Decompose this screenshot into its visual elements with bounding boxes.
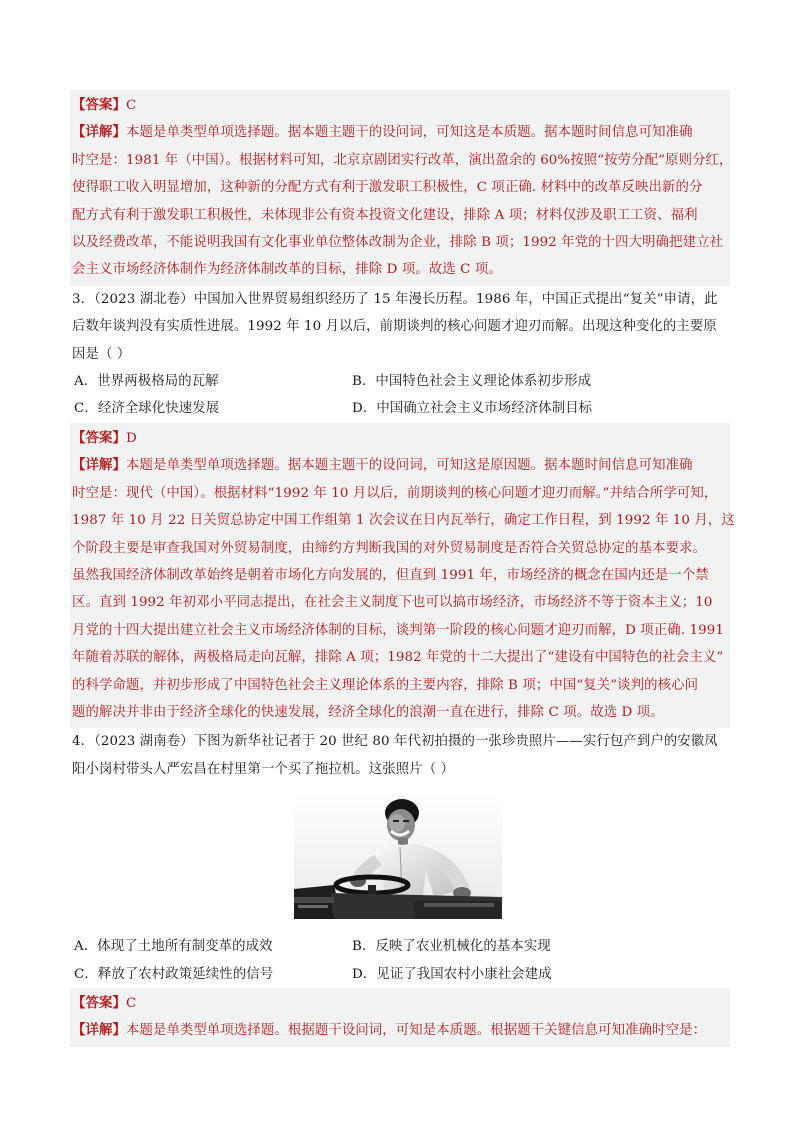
answer-line: [72, 425, 724, 452]
option-d: D．见证了我国农村小康社会建成: [352, 966, 552, 982]
option-c: C．释放了农村政策延续性的信号: [74, 966, 274, 982]
detail-line: [72, 452, 724, 479]
answer-value: C: [125, 995, 137, 1011]
answer-label: 【答案】: [72, 994, 126, 1011]
option-b: B．中国特色社会主义理论体系初步形成: [352, 374, 592, 390]
page: [70, 90, 735, 1047]
answer-block-3: [70, 423, 735, 728]
detail-text: 配方式有利于激发职工积极性，未体现非公有资本投资文化建设，排除 A 项；材料仅涉及职工工资、福利: [72, 207, 698, 223]
detail-text: 本题是单类型单项选择题。根据题干设问词，可知是本质题。根据题干关键信息可知准确时空是：: [125, 1023, 707, 1039]
detail-label: 【详解】: [72, 1022, 126, 1039]
photo-container: [72, 783, 730, 933]
question-text: 后数年谈判没有实质性进展。1992 年 10 月以后，前期谈判的核心问题才迎刃而解。出现这种变化的主要原: [72, 319, 717, 335]
detail-text: 时空是：1981 年（中国）。根据材料可知，北京京剧团实行改革，演出盈余的 60%按照“按劳分配”原则分红，: [72, 152, 733, 168]
detail-text: 个阶段主要是审查我国对外贸易制度，由缔约方判断我国的对外贸易制度是否符合关贸总协定的基本要求。: [72, 540, 707, 556]
option-a: A．世界两极格局的瓦解: [74, 374, 219, 390]
question-text: 3．（2023 湖北卷）中国加入世界贸易组织经历了 15 年漫长历程。1986 年，中国正式提出“复关”申请，此: [72, 291, 718, 307]
answer-label: 【答案】: [72, 97, 126, 113]
answer-label: 【答案】: [72, 429, 126, 446]
detail-text: 本题是单类型单项选择题。据本题主题干的设问词，可知这是原因题。据本题时间信息可知准确: [125, 458, 693, 474]
detail-text: 本题是单类型单项选择题。据本题主题干的设问词，可知这是本质题。据本题时间信息可知准确: [125, 125, 693, 141]
question-text: 4．（2023 湖南卷）下图为新华社记者于 20 世纪 80 年代初拍摄的一张珍贵照片——实行包产到户的安徽凤: [72, 734, 718, 750]
option-row: [72, 933, 730, 960]
detail-text: 时空是：现代（中国）。根据材料“1992 年 10 月以后，前期谈判的核心问题才迎刃而解。”并结合所学可知，: [72, 485, 718, 501]
option-row: [72, 368, 730, 395]
question-3: [70, 286, 730, 423]
detail-text: 的科学命题，并初步形成了中国特色社会主义理论体系的主要内容，排除 B 项；中国“复关”谈判的核心问: [72, 677, 699, 693]
detail-text: 使得职工收入明显增加，这种新的分配方式有利于激发职工积极性，C 项正确. 材料中的改革反映出新的分: [72, 180, 703, 196]
detail-label: 【详解】: [72, 457, 126, 474]
detail-text: 虽然我国经济体制改革始终是朝着市场化方向发展的，但直到 1991 年，市场经济的概念在国内还是一个禁: [72, 567, 709, 583]
detail-text: 以及经费改革，不能说明我国有文化事业单位整体改制为企业，排除 B 项；1992 年党的十四大明确把建立社: [72, 235, 724, 251]
option-d: D．中国确立社会主义市场经济体制目标: [352, 401, 593, 417]
answer-line: [72, 990, 724, 1017]
option-row: [72, 961, 730, 988]
question-text: 阳小岗村带头人严宏昌在村里第一个买了拖拉机。这张照片（ ）: [72, 761, 455, 777]
tractor-photo-icon: [294, 793, 502, 919]
detail-line: [72, 119, 724, 146]
option-b: B．反映了农业机械化的基本实现: [352, 939, 551, 955]
answer-block-2: [70, 90, 733, 286]
answer-line: [72, 92, 724, 119]
answer-value: D: [125, 430, 137, 446]
detail-text: 1987 年 10 月 22 日关贸总协定中国工作组第 1 次会议在日内瓦举行，确定工作日程，到 1992 年 10 月，这: [72, 513, 735, 529]
detail-text: 月党的十四大提出建立社会主义市场经济体制的目标，谈判第一阶段的核心问题才迎刃而解，D 项正确. 1991: [72, 622, 724, 638]
option-c: C．经济全球化快速发展: [74, 401, 220, 417]
detail-text: 题的解决并非由于经济全球化的快速发展，经济全球化的浪潮一直在进行，排除 C 项。故选 D 项。: [72, 704, 664, 720]
option-a: A．体现了土地所有制变革的成效: [74, 939, 273, 955]
detail-label: 【详解】: [72, 124, 126, 141]
question-text: 因是（ ）: [72, 346, 131, 362]
detail-text: 年随着苏联的解体，两极格局走向瓦解，排除 A 项；1982 年党的十二大提出了“建设有中国特色的社会主义”: [72, 650, 724, 666]
detail-line: [72, 1017, 724, 1044]
option-row: [72, 395, 730, 422]
detail-text: 区。直到 1992 年初邓小平同志提出，在社会主义制度下也可以搞市场经济，市场经济不等于资本主义；10: [72, 595, 713, 611]
answer-value: C: [125, 98, 137, 113]
detail-text: 会主义市场经济体制作为经济体制改革的目标，排除 D 项。故选 C 项。: [72, 262, 502, 278]
question-4: [70, 728, 730, 988]
answer-block-4: [70, 988, 730, 1047]
